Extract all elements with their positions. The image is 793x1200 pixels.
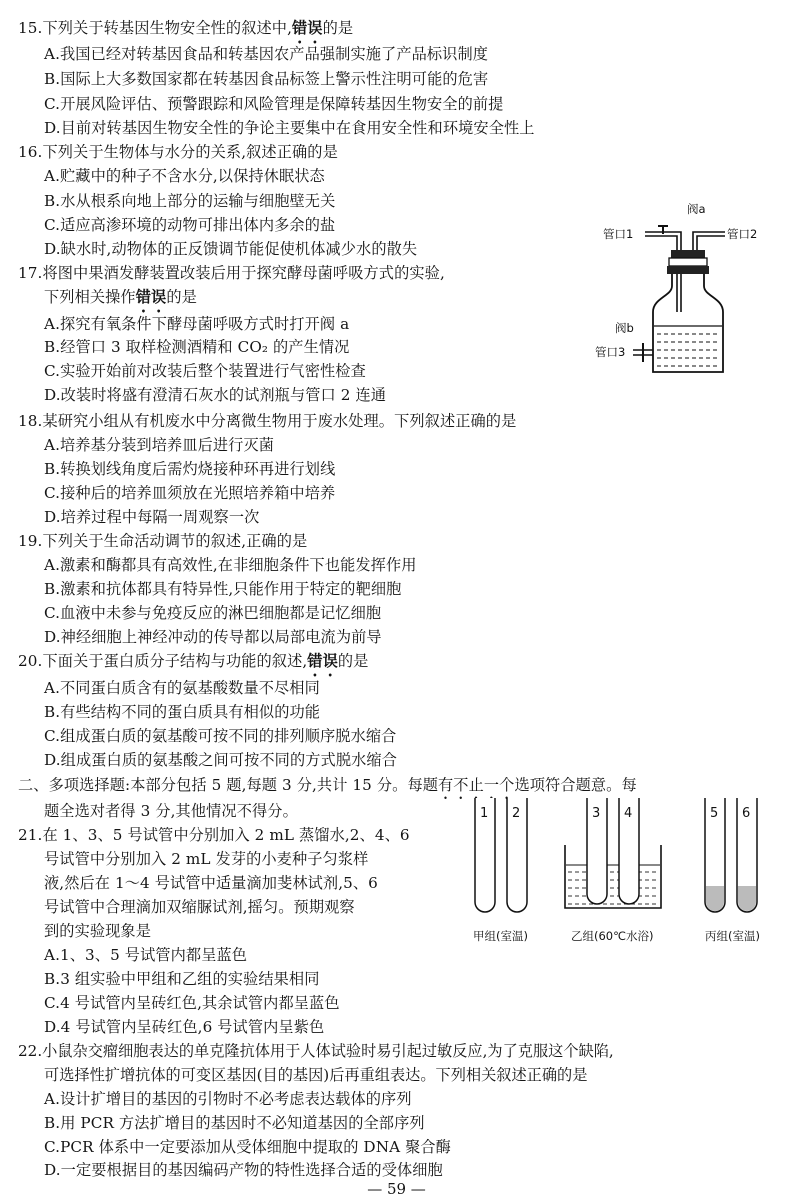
q19-option-b: B.激素和抗体都具有特异性,只能作用于特定的靶细胞: [44, 580, 402, 598]
q15-option-b: B.国际上大多数国家都在转基因食品标签上警示性注明可能的危害: [44, 70, 489, 88]
q15-keyword: 错误: [292, 19, 323, 37]
tube-5-label: 5: [710, 806, 719, 821]
port-1-label: 管口1: [603, 227, 634, 241]
q21-option-d: D.4 号试管内呈砖红色,6 号试管内呈紫色: [44, 1018, 325, 1036]
q22-stem: 22.小鼠杂交瘤细胞表达的单克隆抗体用于人体试验时易引起过敏反应,为了克服这个缺陷,: [18, 1042, 614, 1060]
q19-option-a: A.激素和酶都具有高效性,在非细胞条件下也能发挥作用: [44, 556, 417, 574]
valve-b-label: 阀b: [615, 321, 634, 335]
valve-a-label: 阀a: [687, 202, 706, 216]
q15-option-c: C.开展风险评估、预警跟踪和风险管理是保障转基因生物安全的前提: [44, 95, 504, 113]
q21-option-b: B.3 组实验中甲组和乙组的实验结果相同: [44, 970, 320, 988]
q20-option-a: A.不同蛋白质含有的氨基酸数量不尽相同: [44, 679, 320, 697]
q20-stem: 20.下面关于蛋白质分子结构与功能的叙述,错误的是: [18, 652, 369, 670]
q17-option-d: D.改装时将盛有澄清石灰水的试剂瓶与管口 2 连通: [44, 386, 387, 404]
q20-option-d: D.组成蛋白质的氨基酸之间可按不同的方式脱水缩合: [44, 751, 397, 769]
tube-4-label: 4: [624, 806, 633, 821]
q18-option-d: D.培养过程中每隔一周观察一次: [44, 508, 260, 526]
q17-option-a: A.探究有氧条件下酵母菌呼吸方式时打开阀 a: [44, 315, 350, 333]
q18-option-c: C.接种后的培养皿须放在光照培养箱中培养: [44, 484, 336, 502]
q22-option-b: B.用 PCR 方法扩增目的基因时不必知道基因的全部序列: [44, 1114, 425, 1132]
group-3-label: 丙组(室温): [705, 929, 760, 943]
q22-stem-line2: 可选择性扩增抗体的可变区基因(目的基因)后再重组表达。下列相关叙述正确的是: [44, 1066, 588, 1084]
q17-stem-line2: 下列相关操作错误的是: [44, 288, 197, 306]
port-3-label: 管口3: [595, 345, 626, 359]
q15-option-d: D.目前对转基因生物安全性的争论主要集中在食用安全性和环境安全性上: [44, 119, 535, 137]
q20-option-c: C.组成蛋白质的氨基酸可按不同的排列顺序脱水缩合: [44, 727, 397, 745]
q16-option-a: A.贮藏中的种子不含水分,以保持休眠状态: [44, 167, 325, 185]
q20-option-b: B.有些结构不同的蛋白质具有相似的功能: [44, 703, 321, 721]
q17-stem: 17.将图中果酒发酵装置改装后用于探究酵母菌呼吸方式的实验,: [18, 264, 445, 282]
tube-6-label: 6: [742, 806, 751, 821]
q21-stem-line5: 到的实验现象是: [44, 922, 152, 940]
q17-keyword: 错误: [135, 288, 167, 306]
q18-option-a: A.培养基分装到培养皿后进行灭菌: [44, 436, 275, 454]
q16-option-d: D.缺水时,动物体的正反馈调节能促使机体减少水的散失: [44, 240, 418, 258]
q17-apparatus-diagram: [595, 200, 775, 390]
q17-option-c: C.实验开始前对改装后整个装置进行气密性检查: [44, 362, 366, 380]
q16-option-c: C.适应高渗环境的动物可排出体内多余的盐: [44, 216, 336, 234]
q19-option-c: C.血液中未参与免疫反应的淋巴细胞都是记忆细胞: [44, 604, 382, 622]
q17-option-b: B.经管口 3 取样检测酒精和 CO₂ 的产生情况: [44, 338, 350, 356]
section2-scoring: 题全选对者得 3 分,其他情况不得分。: [44, 802, 298, 820]
q21-test-tube-diagram: [465, 790, 780, 965]
group-1-label: 甲组(室温): [473, 929, 528, 943]
q18-option-b: B.转换划线角度后需灼烧接种环再进行划线: [44, 460, 336, 478]
q21-option-a: A.1、3、5 号试管内都呈蓝色: [44, 946, 248, 964]
section2-title: 二、多项选择题:本部分包括 5 题,每题 3 分,共计 15 分。每题有不止一个选项符合题意。每: [18, 776, 637, 794]
q16-stem: 16.下列关于生物体与水分的关系,叙述正确的是: [18, 143, 338, 161]
q22-option-a: A.设计扩增目的基因的引物时不必考虑表达载体的序列: [44, 1090, 412, 1108]
q21-option-c: C.4 号试管内呈砖红色,其余试管内都呈蓝色: [44, 994, 340, 1012]
q21-stem-line4: 号试管中合理滴加双缩脲试剂,摇匀。预期观察: [44, 898, 355, 916]
group-2-label: 乙组(60℃水浴): [571, 929, 654, 943]
section2-keyword: 有不止一个: [438, 776, 515, 794]
q21-stem-line3: 液,然后在 1～4 号试管中适量滴加斐林试剂,5、6: [44, 874, 378, 892]
port-2-label: 管口2: [727, 227, 758, 241]
tube-1-label: 1: [480, 806, 489, 821]
q22-option-d: D.一定要根据目的基因编码产物的特性选择合适的受体细胞: [44, 1161, 443, 1179]
q19-stem: 19.下列关于生命活动调节的叙述,正确的是: [18, 532, 308, 550]
q21-stem-line2: 号试管中分别加入 2 mL 发芽的小麦种子匀浆样: [44, 850, 369, 868]
tube-2-label: 2: [512, 806, 521, 821]
q15-stem: 15.下列关于转基因生物安全性的叙述中,错误的是: [18, 19, 354, 37]
q18-stem: 18.某研究小组从有机废水中分离微生物用于废水处理。下列叙述正确的是: [18, 412, 517, 430]
q15-option-a: A.我国已经对转基因食品和转基因农产品强制实施了产品标识制度: [44, 45, 489, 63]
q19-option-d: D.神经细胞上神经冲动的传导都以局部电流为前导: [44, 628, 382, 646]
q21-stem: 21.在 1、3、5 号试管中分别加入 2 mL 蒸馏水,2、4、6: [18, 826, 410, 844]
page-number: — 59 —: [367, 1180, 426, 1198]
q20-keyword: 错误: [307, 652, 338, 670]
tube-3-label: 3: [592, 806, 601, 821]
q22-option-c: C.PCR 体系中一定要添加从受体细胞中提取的 DNA 聚合酶: [44, 1138, 451, 1156]
q16-option-b: B.水从根系向地上部分的运输与细胞壁无关: [44, 192, 336, 210]
